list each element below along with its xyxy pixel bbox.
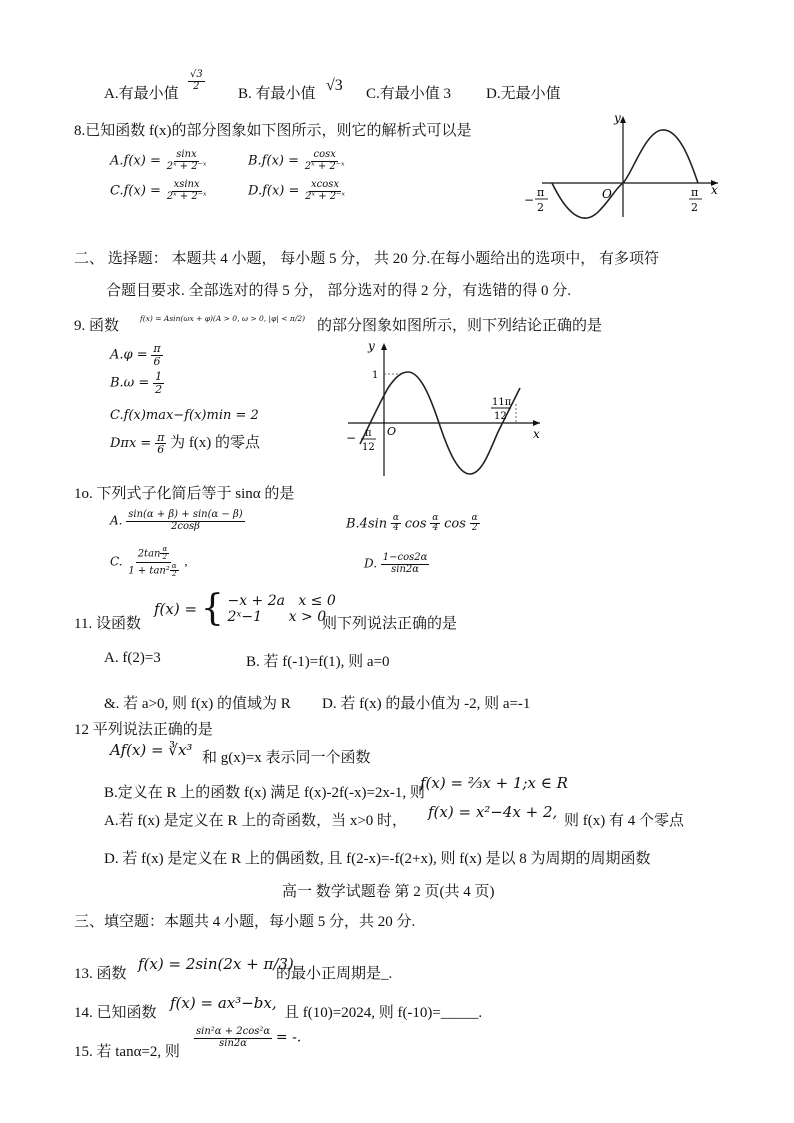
q14-num: 14. 已知函数	[74, 1005, 157, 1021]
section2-line2: 合题目要求. 全部选对的得 5 分， 部分选对的得 2 分，有选错的得 0 分.	[106, 283, 572, 299]
q9-x-label: x	[533, 427, 540, 441]
q10-option-a: A. $\frac{\sin(\alpha + \beta) + \sin(\alpha - \beta)}{2\cos\beta}$	[110, 509, 243, 532]
q11-tail: 则下列说法正确的是	[322, 616, 458, 632]
q9-one-label: 1	[372, 370, 379, 381]
q8-x-label: x	[711, 183, 718, 197]
q11-piecewise: f(x) = { −x + 2a x ≤ 0 2ˣ−1 x > 0	[154, 588, 336, 629]
section2-line1: 二、 选择题： 本题共 4 小题， 每小题 5 分， 共 20 分.在每小题给出的选项中， 有多项符	[74, 251, 660, 267]
q8-y-label: y	[614, 112, 621, 125]
q11-option-a: A. f(2)=3	[104, 650, 161, 666]
q10-option-c: C. 2tan $\frac{\alpha}{2}$ 1 + tan² $\frac{\alpha}{2}$ ,	[110, 545, 188, 579]
q12-option-b-text: B.定义在 R 上的函数 f(x) 满足 f(x)-2f(-x)=2x-1, 则	[104, 785, 425, 801]
q12-option-b-formula: f(x) = ⅔x + 1;x ∈ R	[420, 774, 568, 792]
q7-option-b: B. 有最小值	[238, 86, 316, 102]
q12-stem: 12 平列说法正确的是	[74, 722, 213, 738]
q9-minus: −	[346, 431, 357, 445]
q9-y-arrow	[381, 343, 387, 350]
q11-option-b: B. 若 f(-1)=f(1), 则 a=0	[246, 654, 390, 670]
q11-num: 11. 设函数	[74, 616, 141, 632]
q9-y-label: y	[368, 339, 375, 353]
q9-twelve-left: 12	[362, 442, 375, 453]
q10-option-d: D. $\frac{1-\cos 2\alpha}{\sin 2\alpha}$	[364, 552, 428, 575]
q7-option-a-value: $\frac{√3}{2}$	[190, 69, 203, 92]
q11-brace: {	[200, 588, 224, 629]
q8-y-arrow	[620, 116, 626, 123]
q8-curve	[552, 130, 698, 218]
q8-option-a: A.f(x) = $\frac{\sin x}{\text{2ˣ + 2⁻ˣ}}$	[110, 149, 207, 172]
q11-option-d: D. 若 f(x) 的最小值为 -2, 则 a=-1	[322, 696, 531, 712]
q13-tail: 的最小正周期是_.	[276, 966, 393, 982]
q15-num: 15. 若 tanα=2, 则	[74, 1044, 180, 1060]
q12-option-c-tail: 则 f(x) 有 4 个零点	[564, 813, 684, 829]
q12-option-c-formula: f(x) = x²−4x + 2,	[428, 803, 558, 821]
page-footer: 高一 数学试题卷 第 2 页(共 4 页)	[282, 884, 495, 900]
q9-formula: f(x) = Asin(ωx + φ)(A > 0, ω > 0, |φ| < π/2)	[140, 314, 306, 323]
q11-option-c: &. 若 a>0, 则 f(x) 的值域为 R	[104, 696, 291, 712]
q9-num: 9. 函数	[74, 318, 120, 334]
q15-expression: $\frac{\text{sin²α + 2cos²α}}{\sin 2\alpha}$ = -.	[196, 1026, 302, 1049]
q8-left-pi: π	[537, 186, 545, 199]
q13-num: 13. 函数	[74, 966, 127, 982]
q7-option-a: A.有最小值	[104, 86, 179, 102]
q9-option-c: C.f(x)max−f(x)min = 2	[110, 408, 259, 423]
q12-option-c-text: A.若 f(x) 是定义在 R 上的奇函数，当 x>0 时，	[104, 813, 408, 829]
section3-heading: 三、填空题：本题共 4 小题，每小题 5 分，共 20 分.	[74, 914, 416, 930]
q9-pi: π	[365, 428, 372, 439]
q10-option-b: B.4sin $\frac{\alpha}{4}$ cos $\frac{\alpha}{4}$ cos $\frac{\alpha}{2}$	[346, 513, 478, 534]
q13-formula: f(x) = 2sin(2x + π/3)	[138, 955, 294, 973]
q8-right-two: 2	[691, 201, 698, 214]
q8-stem: 8.已知函数 f(x)的部分图象如下图所示，则它的解析式可以是	[74, 123, 472, 139]
q9-twelve-right: 12	[494, 411, 507, 422]
q9-option-b: B.ω = $\frac{1}{2}$	[110, 370, 163, 396]
q8-right-pi: π	[691, 186, 699, 199]
q8-option-b: B.f(x) = $\frac{\cos x}{\text{2ˣ + 2⁻ˣ}}$	[248, 149, 345, 172]
q14-tail: 且 f(10)=2024, 则 f(-10)=_____.	[284, 1005, 483, 1021]
q7-option-c: C.有最小值 3	[366, 86, 452, 102]
q8-left-two: 2	[537, 201, 544, 214]
q9-graph	[340, 336, 550, 481]
q9-stem-tail: 的部分图象如图所示，则下列结论正确的是	[317, 318, 603, 334]
q12-option-d: D. 若 f(x) 是定义在 R 上的偶函数, 且 f(2-x)=-f(2+x), 则 f(x) 是以 8 为周期的周期函数	[104, 851, 651, 867]
q8-left-minus: −	[524, 193, 535, 207]
q7-option-d: D.无最小值	[486, 86, 561, 102]
q9-option-a: A.φ = $\frac{\pi}{6}$	[110, 342, 161, 368]
q12-option-a-tail: 和 g(x)=x 表示同一个函数	[202, 750, 371, 766]
q10-stem: 1o. 下列式子化简后等于 sinα 的是	[74, 486, 295, 502]
q9-origin: O	[387, 425, 397, 438]
q8-origin: O	[602, 187, 612, 201]
q9-eleven-pi: 11π	[492, 397, 512, 408]
q14-formula: f(x) = ax³−bx,	[170, 994, 277, 1012]
q12-option-a-formula: Af(x) = ∛x³	[110, 741, 193, 759]
q9-x-arrow	[533, 420, 540, 426]
q8-option-c: C.f(x) = $\frac{xsinx}{\text{2ˣ + 2⁻ˣ}}$	[110, 179, 207, 202]
q8-option-d: D.f(x) = $\frac{xcosx}{\text{2ˣ + 2⁻ˣ}}$	[248, 179, 345, 202]
q7-option-b-value: √3	[326, 77, 343, 94]
q9-option-d: Dπx = $\frac{\pi}{6}$ 为 f(x) 的零点	[110, 430, 261, 457]
q8-graph	[520, 112, 730, 222]
